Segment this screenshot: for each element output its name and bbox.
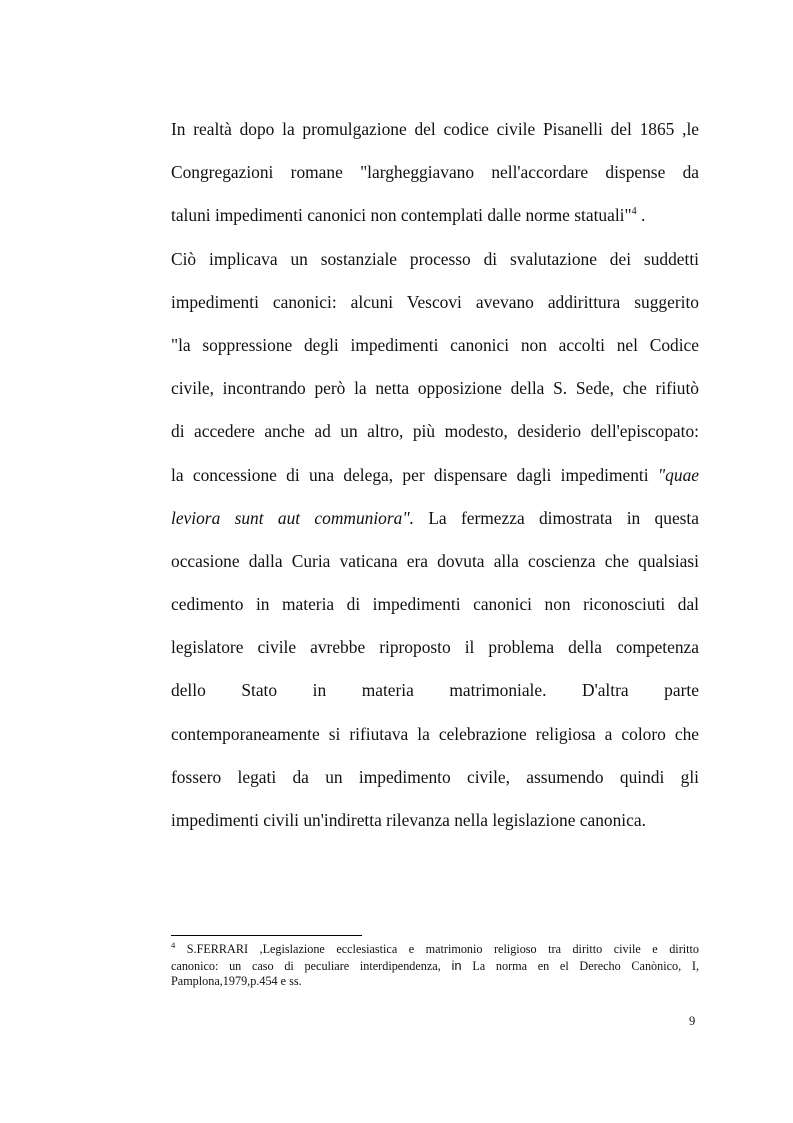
text-line-5: impedimenti canonici: alcuni Vescovi avevano addirittura suggerito bbox=[171, 291, 699, 312]
footnote-line-3: Pamplona,1979,p.454 e ss. bbox=[171, 974, 302, 988]
footnote-line-2-in: in bbox=[451, 957, 462, 973]
text-line-14 bbox=[171, 669, 699, 712]
word: in bbox=[312, 680, 327, 701]
latin-quote-start: "quae bbox=[657, 464, 699, 485]
text-line-10-content: La fermezza dimostrata in questa bbox=[428, 507, 699, 528]
text-line-3-tail: . bbox=[636, 205, 646, 226]
text-line-8: di accedere anche ad un altro, più modesto, desiderio dell'episcopato: bbox=[171, 421, 699, 442]
text-line-6: "la soppressione degli impedimenti canonici non accolti nel Codice bbox=[171, 334, 699, 355]
word: materia bbox=[361, 680, 414, 701]
text-line-9-content: la concessione di una delega, per dispensare dagli impedimenti bbox=[171, 464, 649, 485]
footnote-line-2-a: canonico: un caso di peculiare interdipendenza, bbox=[171, 958, 452, 973]
text-line-13: legislatore civile avrebbe riproposto il problema della competenza bbox=[171, 637, 699, 658]
text-line-3 bbox=[171, 194, 699, 237]
latin-quote-end: leviora sunt aut communiora". bbox=[171, 507, 414, 528]
text-line-12: cedimento in materia di impedimenti canonici non riconosciuti dal bbox=[171, 594, 699, 615]
word: Stato bbox=[241, 680, 278, 701]
text-line-9 bbox=[171, 454, 699, 497]
text-line-17: impedimenti civili un'indiretta rilevanza nella legislazione canonica. bbox=[171, 810, 646, 830]
footnote-line-2 bbox=[171, 958, 699, 975]
text-line-3-content: taluni impedimenti canonici non contemplati dalle norme statuali" bbox=[171, 205, 632, 226]
word: parte bbox=[664, 680, 699, 701]
footnote-line-1 bbox=[171, 942, 699, 958]
main-text bbox=[171, 108, 699, 842]
text-line-2: Congregazioni romane "largheggiavano nell'accordare dispense da bbox=[171, 162, 699, 183]
text-line-1: In realtà dopo la promulgazione del codice civile Pisanelli del 1865 ,le bbox=[171, 119, 699, 139]
footnote bbox=[171, 942, 699, 990]
footnote-line-1-text: S.FERRARI ,Legislazione ecclesiastica e matrimonio religioso tra diritto civile e diritto bbox=[175, 942, 699, 956]
footnote-line-2-b: La norma en el Derecho Canònico, I, bbox=[461, 958, 699, 973]
word: dello bbox=[171, 680, 206, 701]
word: D'altra bbox=[582, 680, 629, 701]
word: matrimoniale. bbox=[449, 680, 547, 701]
text-line-16: fossero legati da un impedimento civile, assumendo quindi gli bbox=[171, 766, 699, 787]
text-line-7: civile, incontrando però la netta opposizione della S. Sede, che rifiutò bbox=[171, 378, 699, 399]
text-line-4: Ciò implicava un sostanziale processo di svalutazione dei suddetti bbox=[171, 248, 699, 269]
text-line-11: occasione dalla Curia vaticana era dovuta alla coscienza che qualsiasi bbox=[171, 550, 699, 571]
page-number: 9 bbox=[689, 1014, 696, 1028]
text-line-10 bbox=[171, 497, 699, 540]
footnote-reference[interactable]: 4 bbox=[631, 206, 637, 218]
footnote-separator bbox=[171, 935, 362, 936]
text-line-15: contemporaneamente si rifiutava la celebrazione religiosa a coloro che bbox=[171, 723, 699, 744]
footnote-number: 4 bbox=[171, 940, 176, 950]
